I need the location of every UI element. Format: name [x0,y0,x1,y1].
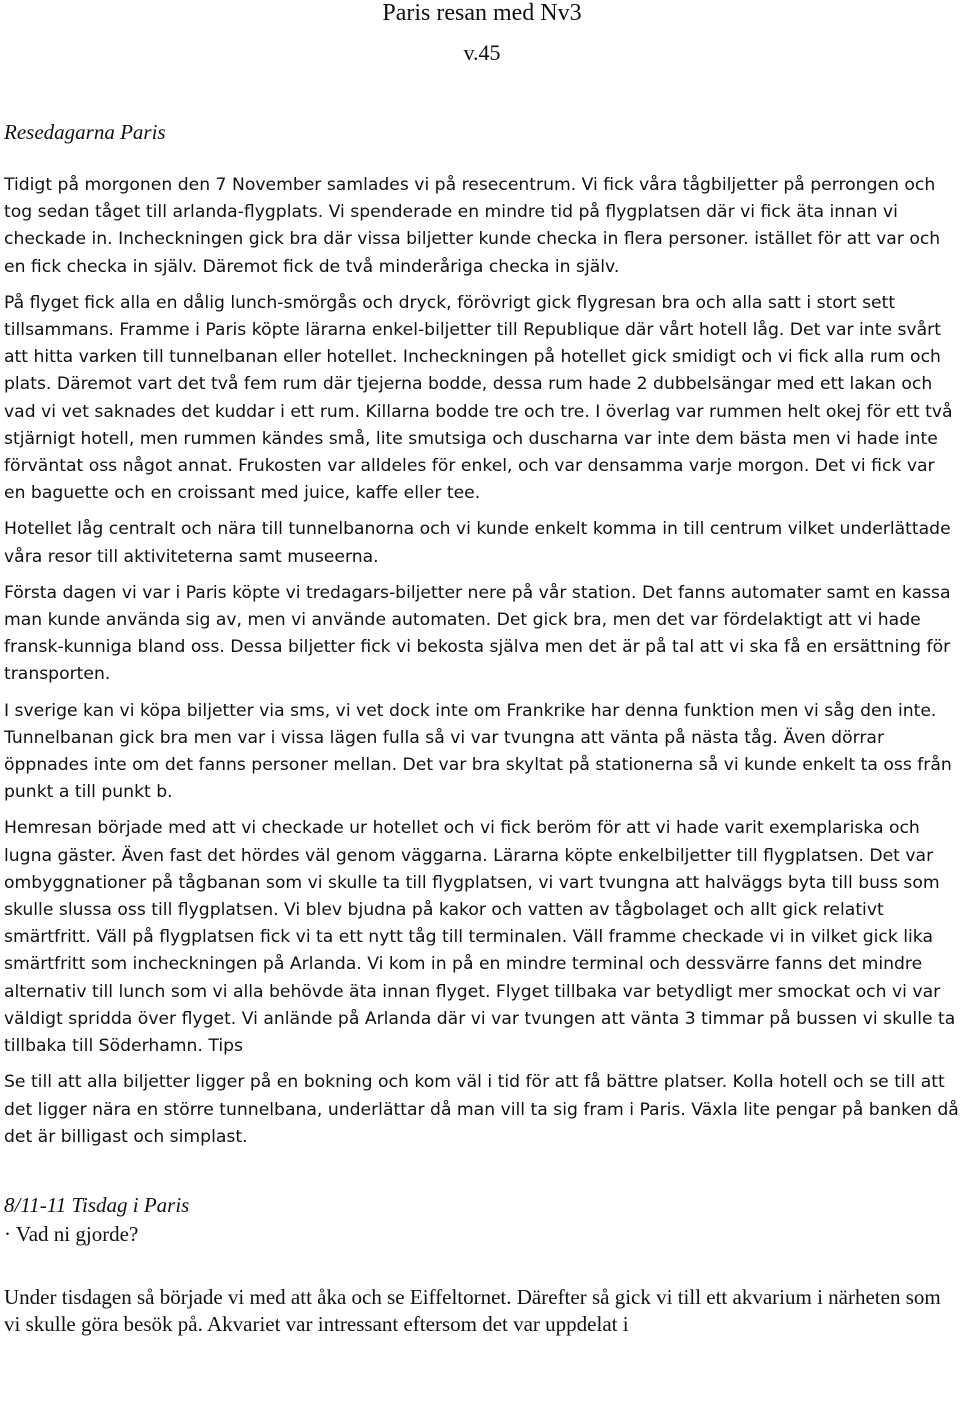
paragraph-metro-tickets: Första dagen vi var i Paris köpte vi tredagars-biljetter nere på vår station. Det fanns automater samt en kassa man kunde använda sig av, men vi använde automaten. Det gick bra, men det var fördelaktigt att vi hade fransk-kunniga bland oss. Dessa biljetter fick vi bekosta själva men det är på tal att vi ska få en ersättning för transporten. [4,582,951,685]
paragraph-tips: Se till att alla biljetter ligger på en bokning och kom väl i tid för att få bättre platser. Kolla hotell och se till att det ligger nära en större tunnelbana, underlättar då man vill ta sig fram i Paris. Växla lite pengar på banken då det är billigast och simplast. [4,1072,959,1147]
paragraph-hotel-location: Hotellet låg centralt och nära till tunnelbanorna och vi kunde enkelt komma in till centrum vilket underlättade våra resor till aktiviteterna samt museerna. [4,519,951,567]
paragraph-return-trip: Hemresan började med att vi checkade ur hotellet och vi fick beröm för att vi hade varit exemplariska och lugna gäster. Även fast det hördes väl genom väggarna. Lärarna köpte enkelbiljetter till flygplatsen. Det var ombyggnationer på tågbanan som vi skulle ta till flygplatsen, vi vart tvungna att halväggs byta till buss som skulle slussa oss till flygplatsen. Vi blev bjudna på kakor och vatten av tågbolaget och allt gick relativt smärtfritt. Väll på flygplatsen fick vi ta ett nytt tåg till terminalen. Väll framme checkade vi in vilket gick lika smärtfritt som incheckningen på Arlanda. Vi kom in på en mindre terminal och dessvärre fanns det mindre alternativ till lunch som vi alla behövde äta innan flyget. Flyget tillbaka var betydligt mer smockat och vi var väldigt spridda över flyget. Vi anlände på Arlanda där vi var tvungen att vänta 3 timmar på bussen vi skulle ta tillbaka till Söderhamn. Tips [4,818,956,1057]
paragraph-metro-experience: I sverige kan vi köpa biljetter via sms, vi vet dock inte om Frankrike har denna funktion men vi såg den inte. Tunnelbanan gick bra men var i vissa lägen fulla så vi var tvungna att vänta på nästa tåg. Även dörrar öppnades inte om det fanns personer mellan. Det var bra skyltat på stationerna så vi kunde enkelt ta oss från punkt a till punkt b. [4,700,952,803]
question-what-did-you-do: · Vad ni gjorde? [4,1221,139,1246]
paragraph-flight-hotel: På flyget fick alla en dålig lunch-smörgås och dryck, förövrigt gick flygresan bra och alla satt i stort sett tillsammans. Framme i Paris köpte lärarna enkel-biljetter till Republique där vårt hotell låg. Det var inte svårt att hitta varken till tunnelbanan eller hotellet. Incheckningen på hotellet gick smidigt och vi fick alla rum och plats. Däremot vart det två fem rum där tjejerna bodde, dessa rum hade 2 dubbelsängar med ett lakan och vad vi vet saknades det kuddar i ett rum. Killarna bodde tre och tre. I överlag var rummen helt okej för ett två stjärnigt hotell, men rummen kändes små, lite smutsiga och duscharna var inte dem bästa men vi hade inte förväntat oss något annat. Frukosten var alldeles för enkel, och var densamma varje morgon. Det vi fick var en baguette och en croissant med juice, kaffe eller tee. [4,292,953,504]
document-title: Paris resan med Nv3 [382,0,582,26]
paragraph-tuesday: Under tisdagen så började vi med att åka och se Eiffeltornet. Därefter så gick vi till ett akvarium i närheten som vi skulle göra besök på. Akvariet var intressant eftersom det var uppdelat i [4,1284,941,1337]
section-heading-resedagarna: Resedagarna Paris [4,120,166,144]
week-label: v.45 [463,40,501,65]
section-heading-tuesday: 8/11-11 Tisdag i Paris [4,1192,190,1217]
paragraph-travel-out: Tidigt på morgonen den 7 November samlades vi på resecentrum. Vi fick våra tågbiljetter på perrongen och tog sedan tåget till arlanda-flygplats. Vi spenderade en mindre tid på flygplatsen där vi fick äta innan vi checkade in. Incheckningen gick bra där vissa biljetter kunde checka in flera personer. istället för att var och en fick checka in själv. Däremot fick de två minderåriga checka in själv. [4,175,941,277]
